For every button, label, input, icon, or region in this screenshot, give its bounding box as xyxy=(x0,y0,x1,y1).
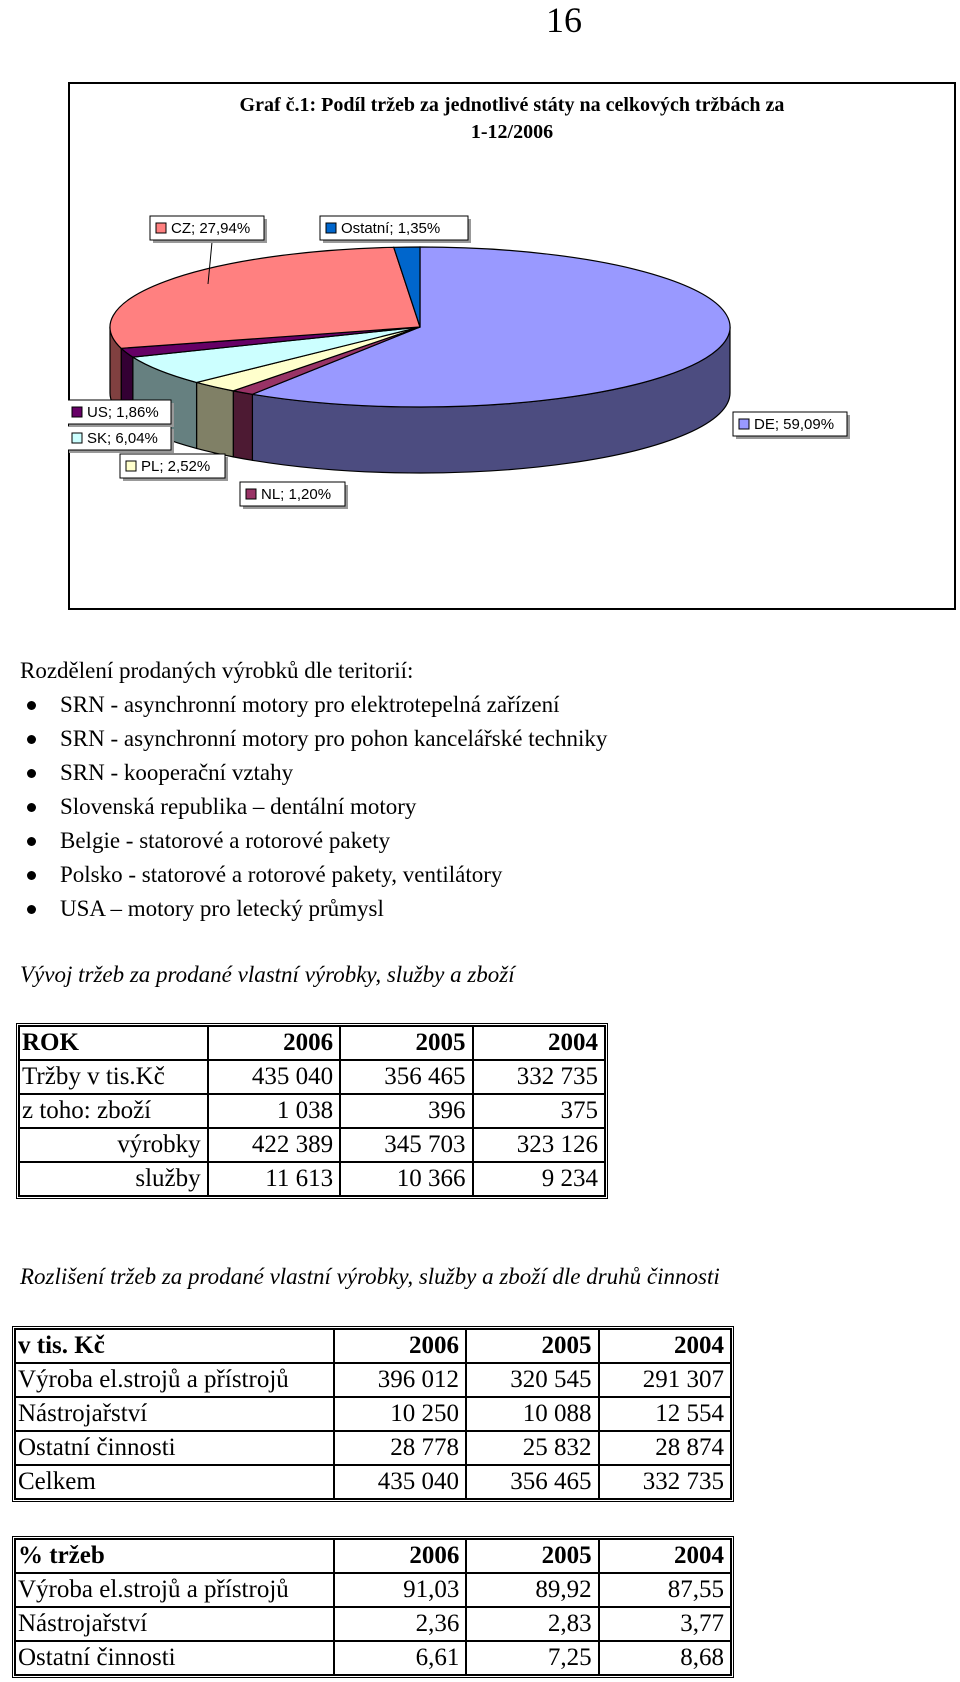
table-row xyxy=(19,1128,605,1162)
table-cell: Tržby v tis.Kč xyxy=(19,1060,208,1094)
table-cell: služby xyxy=(19,1162,208,1196)
table-header-cell: 2005 xyxy=(466,1329,598,1363)
data-label-text: PL; 2,52% xyxy=(141,458,211,475)
pie-top xyxy=(110,247,730,407)
data-label-text: Ostatní; 1,35% xyxy=(341,220,441,237)
table-cell: 396 xyxy=(340,1094,472,1128)
data-label-cz xyxy=(150,216,267,243)
table-cell: 28 778 xyxy=(334,1431,466,1465)
data-label-nl xyxy=(240,482,348,509)
table-cell: 1 038 xyxy=(208,1094,340,1128)
data-label-sk xyxy=(68,426,174,453)
table-header-cell: 2006 xyxy=(334,1539,466,1573)
data-label-text: US; 1,86% xyxy=(87,404,159,421)
territory-item: Slovenská republika – dentální motory xyxy=(20,790,607,824)
chart-title-line1: Graf č.1: Podíl tržeb za jednotlivé státy na celkových tržbách za xyxy=(239,94,785,116)
table-cell: 345 703 xyxy=(340,1128,472,1162)
table-cell: 8,68 xyxy=(599,1641,731,1675)
table-header-cell: 2005 xyxy=(340,1026,472,1060)
table-cell: 2,36 xyxy=(334,1607,466,1641)
table-header-row xyxy=(19,1026,605,1060)
data-label-text: DE; 59,09% xyxy=(754,416,835,433)
table-cell: výrobky xyxy=(19,1128,208,1162)
data-label-de xyxy=(733,412,850,439)
table-header-row xyxy=(15,1539,731,1573)
table-header-cell: 2005 xyxy=(466,1539,598,1573)
table-row xyxy=(19,1094,605,1128)
territory-item: SRN - asynchronní motory pro pohon kancelářské techniky xyxy=(20,722,607,756)
table-cell: 332 735 xyxy=(599,1465,732,1499)
territory-item: SRN - kooperační vztahy xyxy=(20,756,607,790)
revenue-table-title: Vývoj tržeb za prodané vlastní výrobky, služby a zboží xyxy=(20,962,515,987)
activity-table-title: Rozlišení tržeb za prodané vlastní výrobky, služby a zboží dle druhů činnosti xyxy=(20,1264,720,1289)
table-cell: 332 735 xyxy=(473,1060,605,1094)
revenue-table xyxy=(16,1023,608,1199)
table-header-cell: 2004 xyxy=(599,1329,732,1363)
table-cell: 28 874 xyxy=(599,1431,732,1465)
table-cell: 89,92 xyxy=(466,1573,598,1607)
table-cell: 356 465 xyxy=(340,1060,472,1094)
data-label-us xyxy=(68,400,174,427)
table-cell: 25 832 xyxy=(466,1431,598,1465)
table-cell: Nástrojařství xyxy=(15,1607,334,1641)
table-row xyxy=(15,1465,731,1499)
share-table xyxy=(12,1536,734,1678)
territory-list xyxy=(20,688,607,926)
table-cell: 422 389 xyxy=(208,1128,340,1162)
table-row xyxy=(15,1573,731,1607)
table-cell: Celkem xyxy=(15,1465,334,1499)
table-row xyxy=(15,1431,731,1465)
table-cell: 3,77 xyxy=(599,1607,731,1641)
territory-heading: Rozdělení prodaných výrobků dle teritorií: xyxy=(20,658,414,683)
table-header-cell: ROK xyxy=(19,1026,208,1060)
table-cell: 10 366 xyxy=(340,1162,472,1196)
table-cell: Nástrojařství xyxy=(15,1397,334,1431)
data-label-ostatní xyxy=(320,216,471,243)
data-label-text: NL; 1,20% xyxy=(261,486,332,503)
table-cell: 435 040 xyxy=(334,1465,466,1499)
table-cell: 2,83 xyxy=(466,1607,598,1641)
data-label-text: SK; 6,04% xyxy=(87,430,158,447)
table-cell: Ostatní činnosti xyxy=(15,1641,334,1675)
table-cell: 11 613 xyxy=(208,1162,340,1196)
data-label-text: CZ; 27,94% xyxy=(171,220,251,237)
territory-item: Polsko - statorové a rotorové pakety, ventilátory xyxy=(20,858,607,892)
table-header-cell: 2004 xyxy=(599,1539,731,1573)
table-cell: 291 307 xyxy=(599,1363,732,1397)
table-cell: 91,03 xyxy=(334,1573,466,1607)
table-cell: 87,55 xyxy=(599,1573,731,1607)
table-header-cell: 2006 xyxy=(334,1329,466,1363)
activity-table xyxy=(12,1326,734,1502)
pie-side-nl xyxy=(233,391,252,460)
table-row xyxy=(19,1060,605,1094)
table-header-cell: 2006 xyxy=(208,1026,340,1060)
table-cell: 9 234 xyxy=(473,1162,605,1196)
table-cell: 323 126 xyxy=(473,1128,605,1162)
pie-chart xyxy=(68,82,956,610)
table-row xyxy=(19,1162,605,1196)
table-cell: 12 554 xyxy=(599,1397,732,1431)
table-row xyxy=(15,1363,731,1397)
page-number: 16 xyxy=(546,0,582,40)
table-cell: z toho: zboží xyxy=(19,1094,208,1128)
table-cell: 396 012 xyxy=(334,1363,466,1397)
territory-item: SRN - asynchronní motory pro elektrotepelná zařízení xyxy=(20,688,607,722)
table-row xyxy=(15,1641,731,1675)
table-cell: 10 088 xyxy=(466,1397,598,1431)
table-cell: 320 545 xyxy=(466,1363,598,1397)
table-header-row xyxy=(15,1329,731,1363)
table-header-cell: 2004 xyxy=(473,1026,605,1060)
table-cell: 10 250 xyxy=(334,1397,466,1431)
table-cell: Výroba el.strojů a přístrojů xyxy=(15,1573,334,1607)
pie-side-pl xyxy=(197,382,234,456)
table-cell: 7,25 xyxy=(466,1641,598,1675)
table-cell: 375 xyxy=(473,1094,605,1128)
table-cell: Výroba el.strojů a přístrojů xyxy=(15,1363,334,1397)
territory-item: Belgie - statorové a rotorové pakety xyxy=(20,824,607,858)
table-row xyxy=(15,1607,731,1641)
table-cell: Ostatní činnosti xyxy=(15,1431,334,1465)
table-row xyxy=(15,1397,731,1431)
territory-item: USA – motory pro letecký průmysl xyxy=(20,892,607,926)
table-header-cell: v tis. Kč xyxy=(15,1329,334,1363)
table-cell: 356 465 xyxy=(466,1465,598,1499)
data-label-pl xyxy=(120,454,228,481)
table-cell: 435 040 xyxy=(208,1060,340,1094)
chart-title-line2: 1-12/2006 xyxy=(470,121,554,143)
table-header-cell: % tržeb xyxy=(15,1539,334,1573)
table-cell: 6,61 xyxy=(334,1641,466,1675)
